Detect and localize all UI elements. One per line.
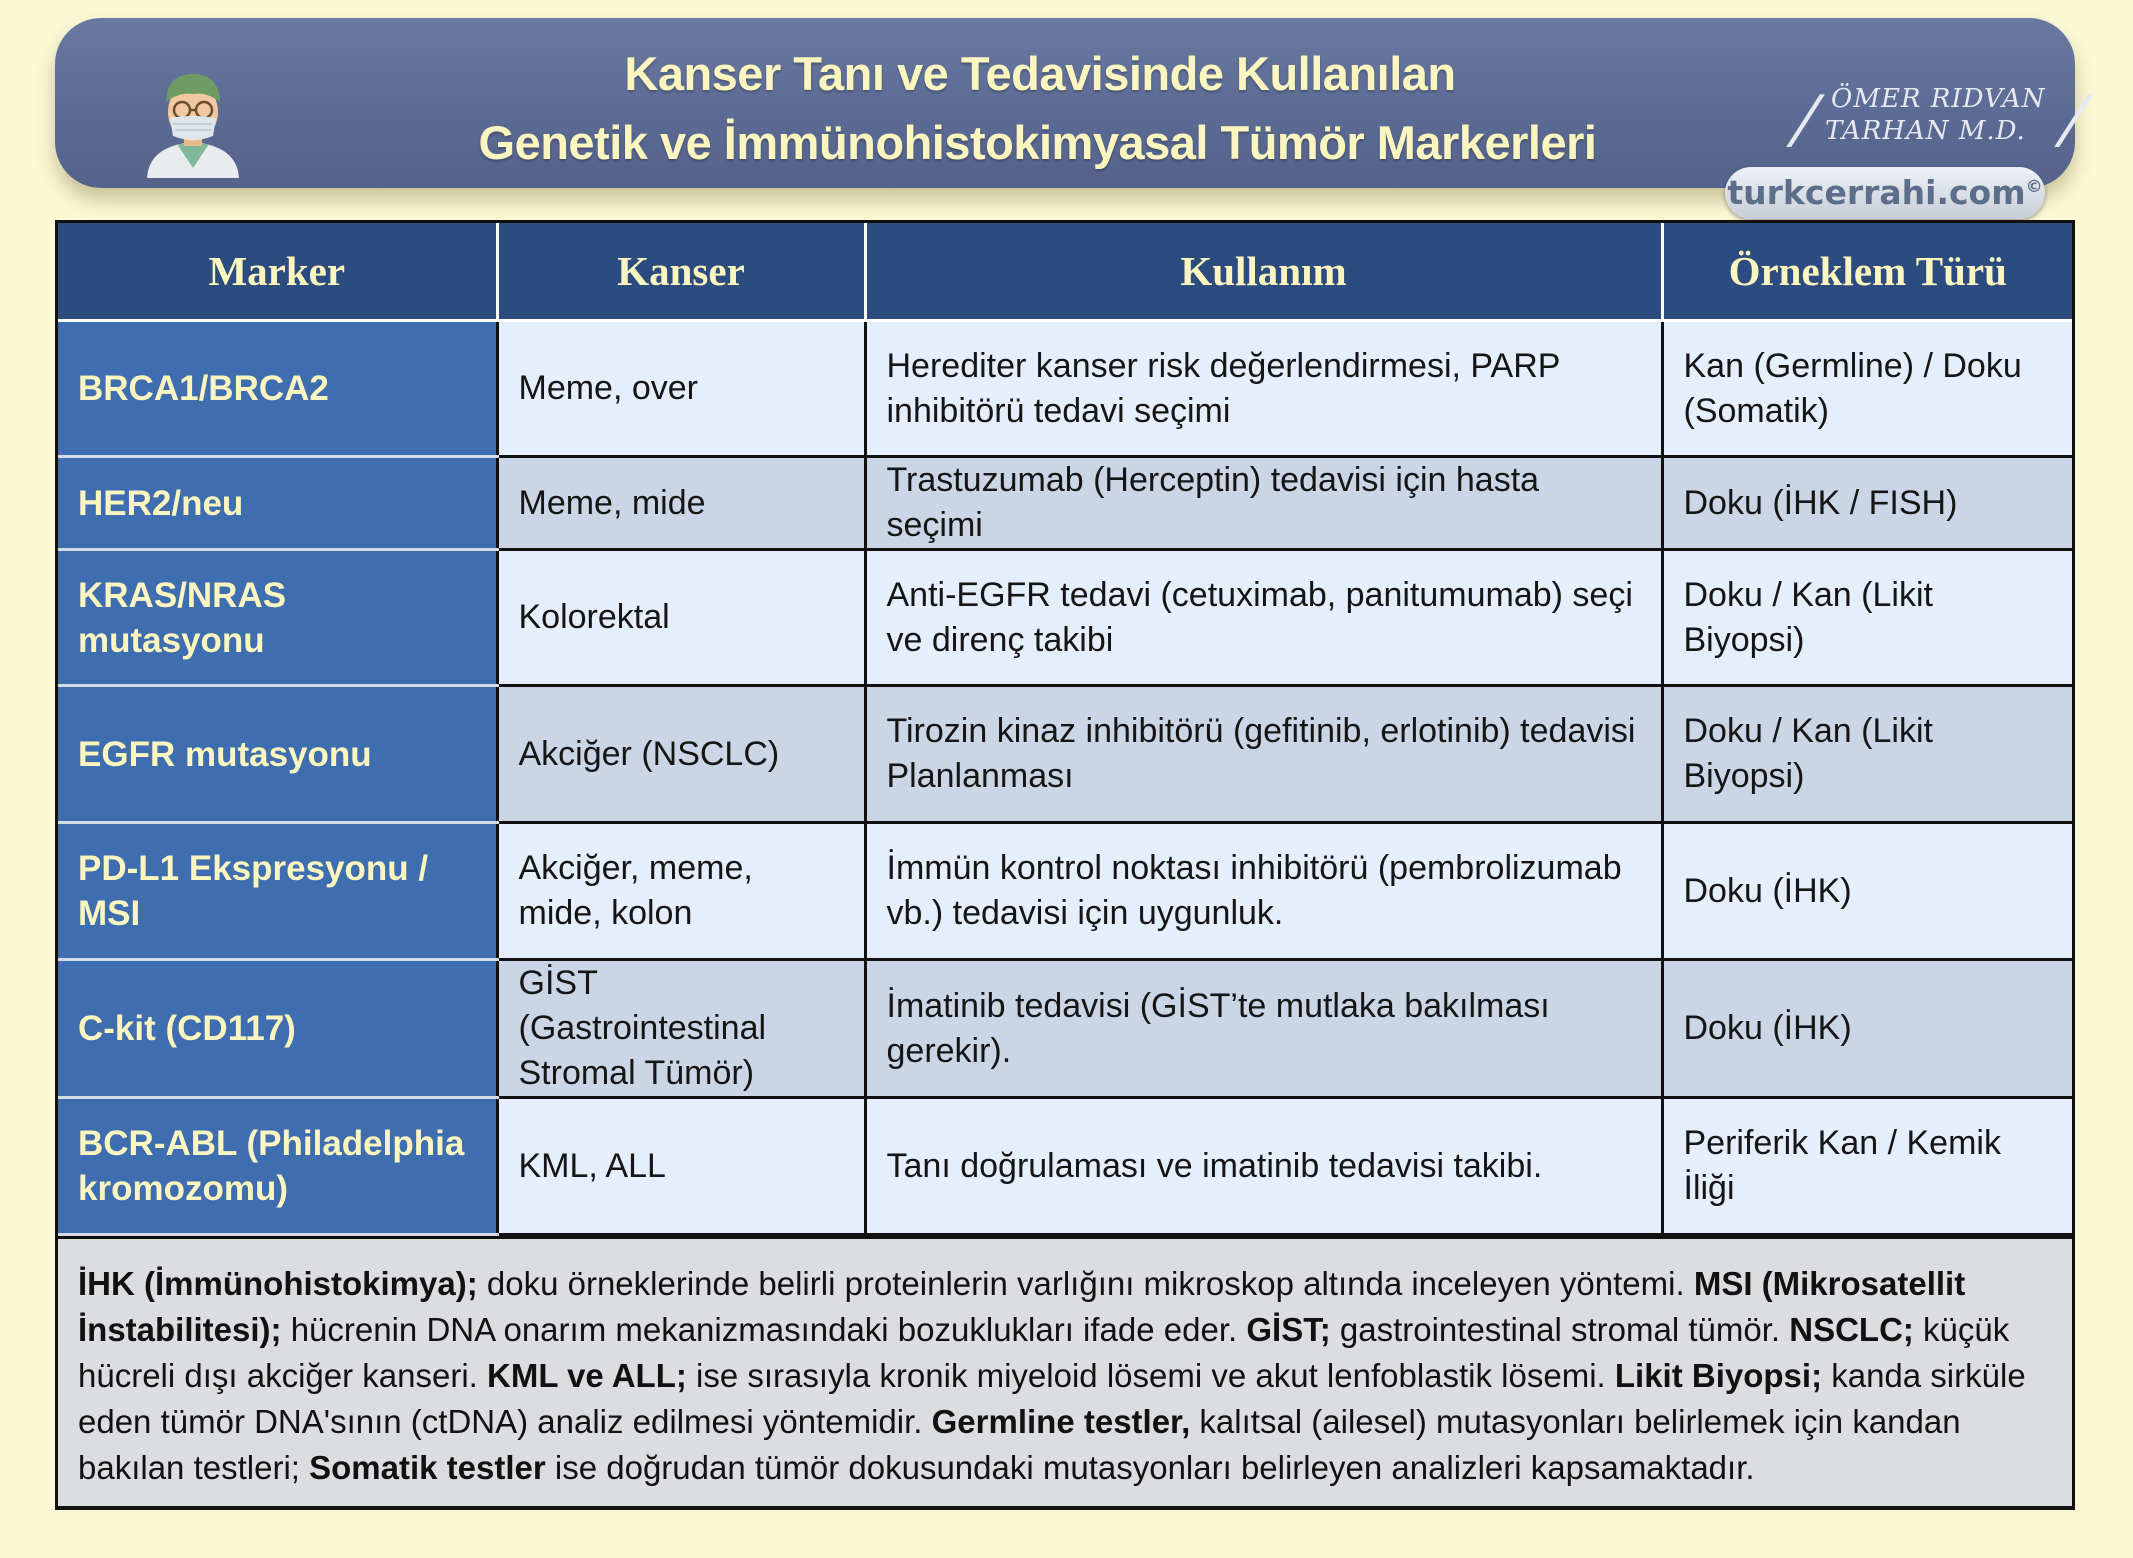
column-header-sample: Örneklem Türü bbox=[1662, 223, 2072, 321]
term-somatic: Somatik testler bbox=[309, 1449, 546, 1486]
use-cell: İmmün kontrol noktası inhibitörü (pembrolizumab vb.) tedavisi için uygunluk. bbox=[865, 823, 1662, 960]
table-row bbox=[58, 686, 2072, 823]
column-header-cancer: Kanser bbox=[497, 223, 865, 321]
term-kml-all: KML ve ALL; bbox=[487, 1357, 687, 1394]
site-badge bbox=[1725, 167, 2045, 219]
marker-table-container bbox=[55, 220, 2075, 1510]
use-cell: Trastuzumab (Herceptin) tedavisi için hasta seçimi bbox=[865, 457, 1662, 550]
marker-table bbox=[58, 223, 2072, 1236]
marker-cell: HER2/neu bbox=[58, 457, 497, 550]
footnote-glossary bbox=[58, 1236, 2072, 1506]
header-banner bbox=[55, 18, 2097, 188]
definition-ihk: doku örneklerinde belirli proteinlerin varlığını mikroskop altında inceleyen yöntemi. bbox=[477, 1265, 1694, 1302]
page-title-line1: Kanser Tanı ve Tedavisinde Kullanılan bbox=[624, 47, 1456, 100]
term-nsclc: NSCLC; bbox=[1789, 1311, 1914, 1348]
copyright-mark: © bbox=[2025, 177, 2043, 197]
marker-cell: EGFR mutasyonu bbox=[58, 686, 497, 823]
sample-cell: Doku (İHK / FISH) bbox=[1662, 457, 2072, 550]
marker-cell: BCR-ABL (Philadelphia kromozomu) bbox=[58, 1098, 497, 1235]
signature-line1: ÖMER RIDVAN bbox=[1831, 84, 2046, 114]
cancer-cell: KML, ALL bbox=[497, 1098, 865, 1235]
sample-cell: Kan (Germline) / Doku (Somatik) bbox=[1662, 321, 2072, 457]
use-cell: Anti-EGFR tedavi (cetuximab, panitumumab) seçi ve direnç takibi bbox=[865, 550, 1662, 686]
term-msi: MSI (Mikrosatellit İnstabilitesi); bbox=[78, 1265, 1966, 1348]
table-row bbox=[58, 321, 2072, 457]
table-row bbox=[58, 960, 2072, 1098]
page-title-line2: Genetik ve İmmünohistokimyasal Tümör Markerleri bbox=[478, 116, 1597, 169]
cancer-cell: Akciğer, meme, mide, kolon bbox=[497, 823, 865, 960]
sample-cell: Doku (İHK) bbox=[1662, 823, 2072, 960]
use-cell: Tirozin kinaz inhibitörü (gefitinib, erlotinib) tedavisi Planlanması bbox=[865, 686, 1662, 823]
signature-slash-right: / bbox=[2050, 83, 2097, 157]
signature-slash-left: / bbox=[1782, 83, 1829, 157]
signature-line2: TARHAN M.D. bbox=[1825, 116, 2026, 146]
definition-msi: hücrenin DNA onarım mekanizmasındaki bozuklukları ifade eder. bbox=[281, 1311, 1247, 1348]
table-row bbox=[58, 457, 2072, 550]
marker-cell: KRAS/NRAS mutasyonu bbox=[58, 550, 497, 686]
sample-cell: Periferik Kan / Kemik İliği bbox=[1662, 1098, 2072, 1235]
site-name: turkcerrahi.com bbox=[1727, 173, 2026, 212]
sample-cell: Doku / Kan (Likit Biyopsi) bbox=[1662, 686, 2072, 823]
cancer-cell: Meme, over bbox=[497, 321, 865, 457]
cancer-cell: Kolorektal bbox=[497, 550, 865, 686]
cancer-cell: Meme, mide bbox=[497, 457, 865, 550]
use-cell: İmatinib tedavisi (GİST’te mutlaka bakılması gerekir). bbox=[865, 960, 1662, 1098]
definition-nsclc: küçük hücreli dışı akciğer kanseri. bbox=[78, 1311, 2010, 1394]
term-liquid-biopsy: Likit Biyopsi; bbox=[1614, 1357, 1823, 1394]
definition-liquid-biopsy: kanda sirküle eden tümör DNA'sının (ctDNA) analiz edilmesi yöntemidir. bbox=[78, 1357, 2026, 1440]
author-signature bbox=[1782, 80, 2097, 160]
term-gist: GİST; bbox=[1246, 1311, 1331, 1348]
marker-cell: BRCA1/BRCA2 bbox=[58, 321, 497, 457]
cancer-cell: GİST (Gastrointestinal Stromal Tümör) bbox=[497, 960, 865, 1098]
table-header-row bbox=[58, 223, 2072, 321]
sample-cell: Doku / Kan (Likit Biyopsi) bbox=[1662, 550, 2072, 686]
marker-cell: PD-L1 Ekspresyonu / MSI bbox=[58, 823, 497, 960]
definition-somatic: ise doğrudan tümör dokusundaki mutasyonları belirleyen analizleri kapsamaktadır. bbox=[545, 1449, 1755, 1486]
use-cell: Tanı doğrulaması ve imatinib tedavisi takibi. bbox=[865, 1098, 1662, 1235]
definition-kml-all: ise sırasıyla kronik miyeloid lösemi ve akut lenfoblastik lösemi. bbox=[686, 1357, 1615, 1394]
sample-cell: Doku (İHK) bbox=[1662, 960, 2072, 1098]
column-header-marker: Marker bbox=[58, 223, 497, 321]
term-ihk: İHK (İmmünohistokimya); bbox=[78, 1265, 478, 1302]
marker-cell: C-kit (CD117) bbox=[58, 960, 497, 1098]
table-row bbox=[58, 823, 2072, 960]
table-row bbox=[58, 550, 2072, 686]
definition-gist: gastrointestinal stromal tümör. bbox=[1330, 1311, 1790, 1348]
table-row bbox=[58, 1098, 2072, 1235]
cancer-cell: Akciğer (NSCLC) bbox=[497, 686, 865, 823]
term-germline: Germline testler, bbox=[931, 1403, 1191, 1440]
definition-germline: kalıtsal (ailesel) mutasyonları belirlemek için kandan bakılan testleri; bbox=[78, 1403, 1961, 1486]
column-header-use: Kullanım bbox=[865, 223, 1662, 321]
use-cell: Herediter kanser risk değerlendirmesi, PARP inhibitörü tedavi seçimi bbox=[865, 321, 1662, 457]
